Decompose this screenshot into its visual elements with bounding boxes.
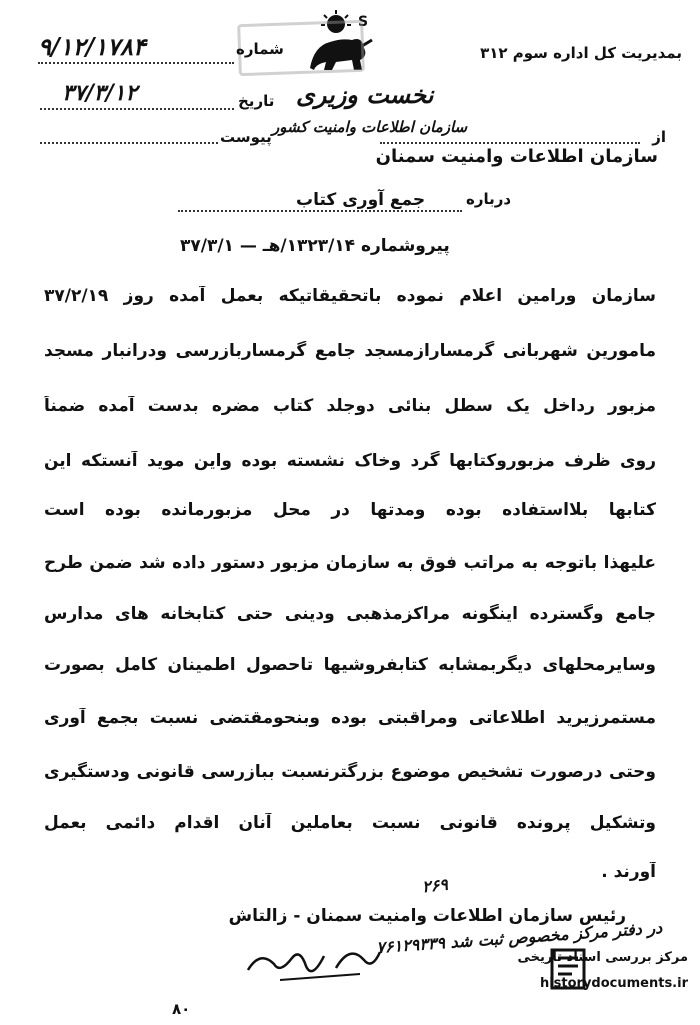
body-line-2: مامورین شهربانی گرمسارازمسجد جامع گرمساربازرسی ودرانبار مسجد	[44, 341, 656, 361]
svg-text:S: S	[358, 14, 369, 30]
body-line-5: کتابها بلااستفاده بوده ومدتها در محل مزبورمانده بوده است	[44, 500, 656, 520]
archive-name: مرکز بررسی اسناد تاریخی	[517, 950, 688, 965]
body-line-8: وسایرمحلهای دیگربمشابه کتابفروشیها تاحصول اطمینان کامل بصورت	[44, 655, 656, 675]
number-label: شماره	[236, 40, 284, 58]
date-value: ۳۷/۳/۱۲	[62, 80, 138, 106]
reference-line: پیروشماره ۱۳۲۳/۱۴/هـ — ۳۷/۳/۱	[180, 236, 450, 256]
number-value: ۹/۱۲/۱۷۸۴	[38, 32, 146, 61]
recipient-line: بمدیریت کل اداره سوم ۳۱۲	[480, 44, 682, 62]
body-line-12: آورند .	[601, 862, 656, 882]
body-line-1: سازمان ورامین اعلام نموده باتحقیقاتیکه بعمل آمده روز ۳۷/۲/۱۹	[44, 286, 656, 306]
from-value: سازمان اطلاعات وامنیت سمنان	[375, 146, 658, 167]
body-line-4: روی ظرف مزبوروکتابها گرد وخاک نشسته بوده واین موید آنستکه این	[44, 451, 656, 471]
date-label: تاریخ	[238, 92, 275, 110]
attachment-label: پیوست	[220, 128, 272, 146]
body-line-7: جامع وگسترده اینگونه مراکزمذهبی ودینی حتی کتابخانه های مدارس	[44, 604, 656, 624]
body-line-11: وتشکیل پرونده قانونی نسبت بعاملین آنان اقدام دائمی بعمل	[44, 813, 656, 833]
body-line-10: وحتی درصورت تشخیص موضوع بزرگترنسبت ببازرسی قانونی ودستگیری	[44, 762, 656, 782]
seal-title: نخست وزیری	[296, 80, 434, 109]
body-line-9: مستمرزیرید اطلاعاتی ومراقبتی بوده وبنحومقتضی نسبت بجمع آوری	[44, 708, 656, 728]
footer-number: ۸۰	[172, 1000, 191, 1018]
body-line-3: مزبور رداخل یک سطل بنائی دوجلد کتاب مضره بدست آمده ضمناً	[44, 396, 656, 416]
signature-scribble	[240, 930, 390, 990]
archive-url: historydocuments.ir	[539, 976, 688, 991]
from-label: از	[652, 128, 666, 146]
seal-subtitle: سازمان اطلاعات وامنیت کشور	[272, 118, 468, 136]
body-line-6: علیهذا باتوجه به مراتب فوق به سازمان مزبور دستور داده شد ضمن طرح	[44, 553, 656, 573]
handwritten-initials: ۲۶۹	[421, 874, 449, 897]
subject-value: جمع آوری کتاب	[296, 190, 426, 210]
signatory-title: رئیس سازمان اطلاعات وامنیت سمنان - زالتاش	[228, 906, 626, 926]
subject-label: درباره	[466, 190, 512, 208]
handwritten-annotation: در دفتر مرکز مخصوص ثبت شد ۷۶۱۲۹۳۳۹	[375, 918, 663, 957]
